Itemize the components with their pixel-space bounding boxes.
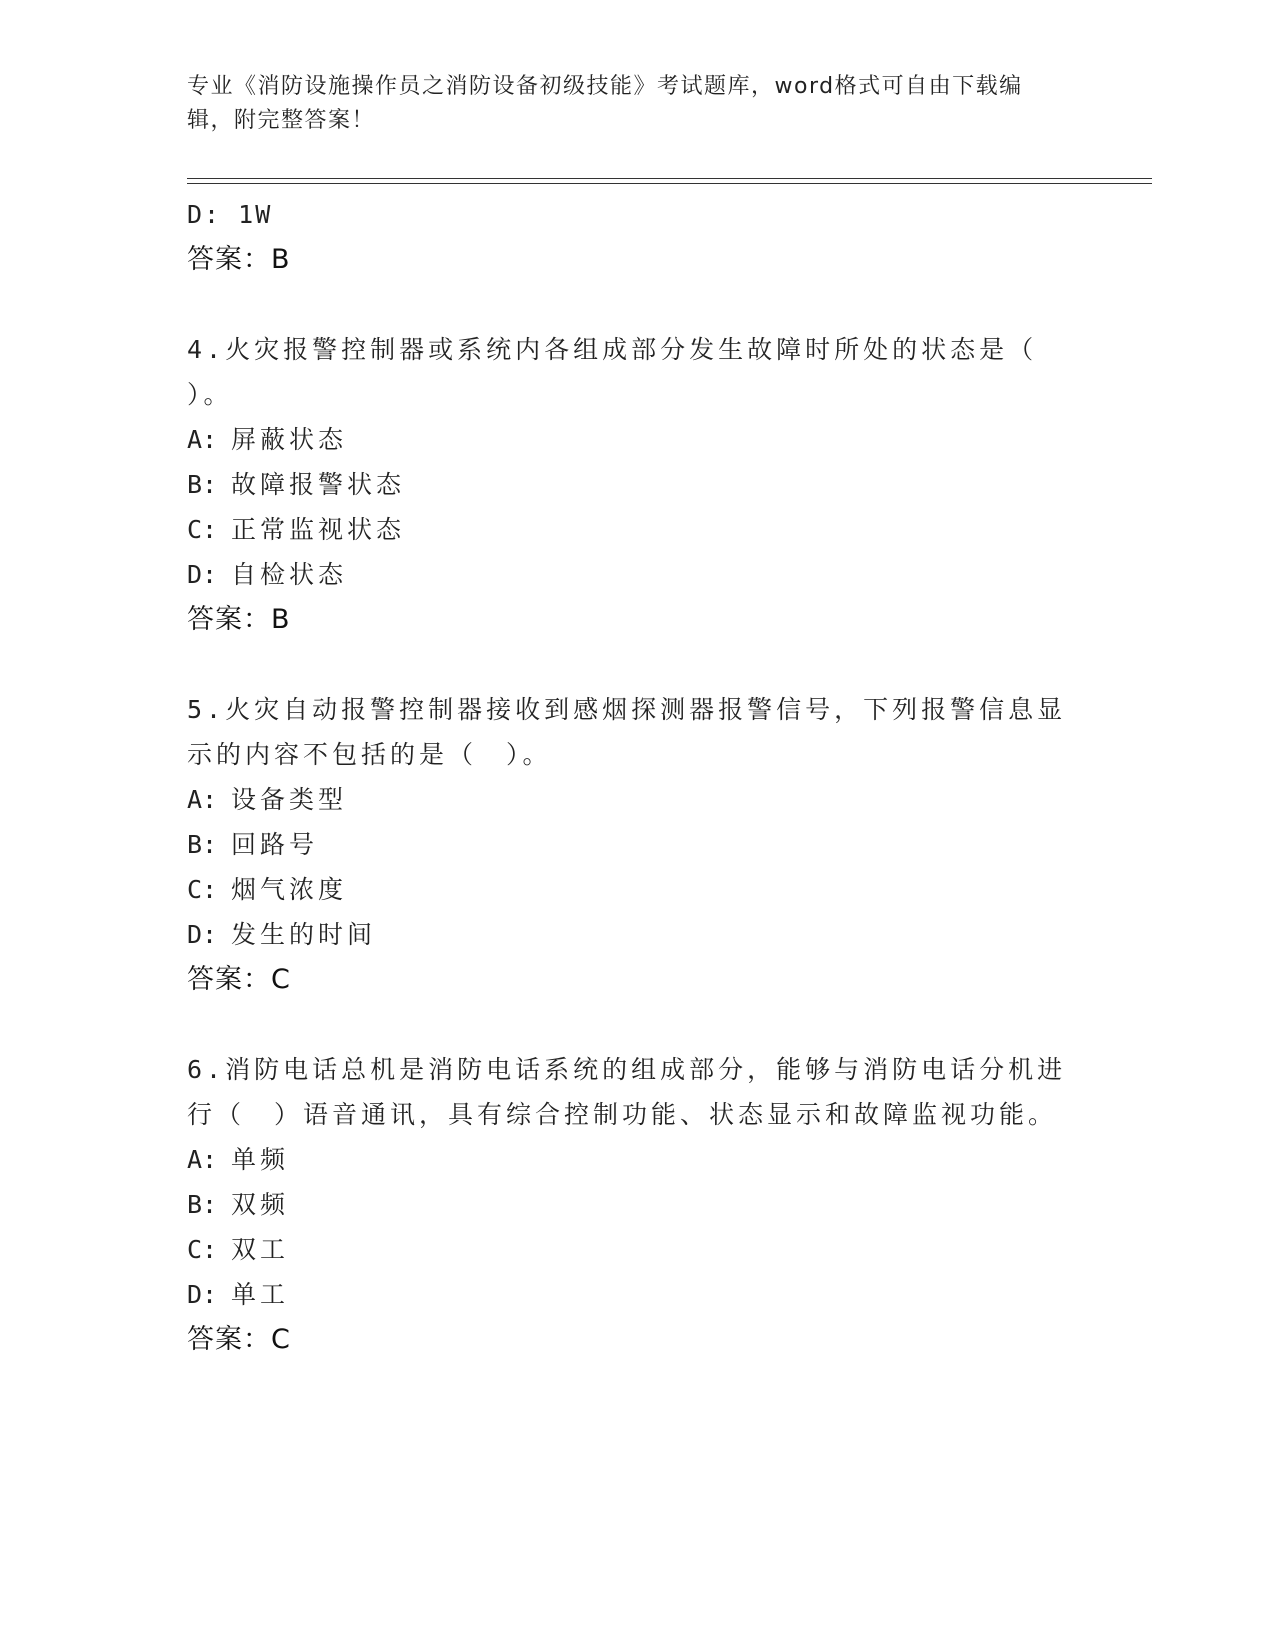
question-text-line: ）。 (187, 380, 233, 409)
option-text: 单工 (231, 1280, 290, 1309)
question-text-line: 示的内容不包括的是（ ）。 (187, 740, 552, 769)
spacer (187, 282, 1087, 327)
question-text (187, 687, 1067, 777)
option-b (187, 462, 1087, 507)
question-list (187, 192, 1087, 1362)
option-key: A: (187, 1145, 218, 1174)
option-key: B: (187, 470, 218, 499)
question-text-line: 5.火灾自动报警控制器接收到感烟探测器报警信号，下列报警信息显 (187, 695, 1067, 724)
option-d (187, 912, 1087, 957)
spacer (187, 1002, 1087, 1047)
option-key: C: (187, 515, 218, 544)
option-a (187, 417, 1087, 462)
question-text-line: 6.消防电话总机是消防电话系统的组成部分，能够与消防电话分机进 (187, 1055, 1067, 1084)
option-key: B: (187, 830, 218, 859)
option-c (187, 507, 1087, 552)
header-line-2: 辑，附完整答案！ (187, 108, 376, 133)
option-text: 正常监视状态 (231, 515, 406, 544)
option-text: 回路号 (231, 830, 319, 859)
answer: 答案：B (187, 604, 291, 635)
option-text: 烟气浓度 (231, 875, 348, 904)
spacer (187, 642, 1087, 687)
question-block-5 (187, 687, 1087, 1002)
option-text: 双工 (231, 1235, 290, 1264)
header-divider-bottom (187, 183, 1152, 184)
question-text (187, 1047, 1067, 1137)
previous-option-d: D: 1W (187, 200, 273, 229)
question-block-4 (187, 327, 1087, 642)
option-d (187, 1272, 1087, 1317)
option-text: 发生的时间 (231, 920, 377, 949)
option-text: 屏蔽状态 (231, 425, 348, 454)
option-text: 自检状态 (231, 560, 348, 589)
option-key: C: (187, 875, 218, 904)
document-header (187, 70, 1067, 138)
answer: 答案：C (187, 1324, 291, 1355)
question-block-6 (187, 1047, 1087, 1362)
question-text-line: 行（ ）语音通讯，具有综合控制功能、状态显示和故障监视功能。 (187, 1100, 1058, 1129)
question-text (187, 327, 1067, 417)
previous-answer: 答案：B (187, 244, 291, 275)
option-d (187, 552, 1087, 597)
option-text: 双频 (231, 1190, 290, 1219)
option-key: D: (187, 920, 218, 949)
option-key: D: (187, 560, 218, 589)
header-divider-top (187, 178, 1152, 179)
option-c (187, 1227, 1087, 1272)
option-key: D: (187, 1280, 218, 1309)
option-text: 单频 (231, 1145, 290, 1174)
option-key: A: (187, 785, 218, 814)
option-c (187, 867, 1087, 912)
option-key: C: (187, 1235, 218, 1264)
option-key: A: (187, 425, 218, 454)
option-b (187, 822, 1087, 867)
option-a (187, 1137, 1087, 1182)
header-line-1: 专业《消防设施操作员之消防设备初级技能》考试题库，word格式可自由下载编 (187, 74, 1023, 99)
option-key: B: (187, 1190, 218, 1219)
question-text-line: 4.火灾报警控制器或系统内各组成部分发生故障时所处的状态是（ (187, 335, 1038, 364)
option-b (187, 1182, 1087, 1227)
option-a (187, 777, 1087, 822)
option-text: 设备类型 (231, 785, 348, 814)
answer: 答案：C (187, 964, 291, 995)
option-text: 故障报警状态 (231, 470, 406, 499)
